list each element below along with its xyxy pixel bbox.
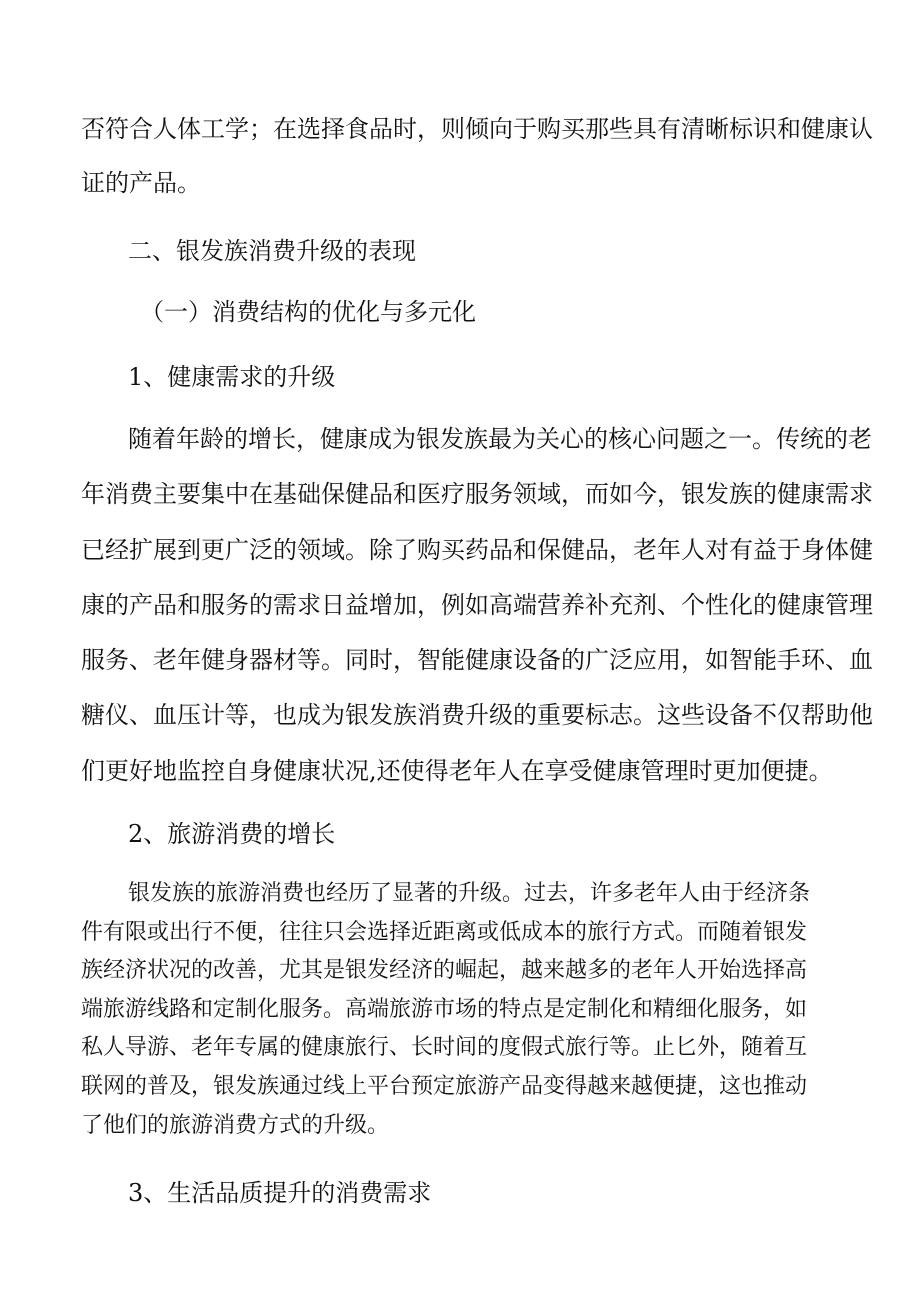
paragraph-line: 康的产品和服务的需求日益增加，例如高端营养补充剂、个性化的健康管理: [81, 591, 873, 619]
section-heading: 二、银发族消费升级的表现: [128, 237, 416, 265]
subsection-heading: （一）消费结构的优化与多元化: [140, 298, 476, 326]
paragraph-line: 证的产品。: [81, 169, 201, 197]
paragraph-line: 了他们的旅游消费方式的升级。: [81, 1113, 390, 1138]
paragraph-line: 银发族的旅游消费也经历了显著的升级。过去，许多老年人由于经济条: [128, 881, 811, 906]
paragraph-line: 联网的普及，银发族通过线上平台预定旅游产品变得越来越便捷，这也推动: [81, 1074, 808, 1099]
paragraph-line: 私人导游、老年专属的健康旅行、长时间的度假式旅行等。止匕外，随着互: [81, 1035, 808, 1060]
paragraph-line: 件有限或出行不便，往往只会选择近距离或低成本的旅行方式。而随着银发: [81, 920, 808, 945]
item-heading-health: 1、健康需求的升级: [128, 363, 336, 391]
paragraph-line: 族经济状况的改善，尤其是银发经济的崛起，越来越多的老年人开始选择高: [81, 958, 808, 983]
item-heading-quality: 3、生活品质提升的消费需求: [128, 1179, 432, 1207]
paragraph-line: 糖仪、血压计等，也成为银发族消费升级的重要标志。这些设备不仅帮助他: [81, 701, 873, 729]
paragraph-line: 否符合人体工学；在选择食品时，则倾向于购买那些具有清晰标识和健康认: [81, 115, 873, 143]
paragraph-line: 年消费主要集中在基础保健品和医疗服务领域，而如今，银发族的健康需求: [81, 480, 873, 508]
paragraph-line: 已经扩展到更广泛的领域。除了购买药品和保健品，老年人对有益于身体健: [81, 536, 873, 564]
paragraph-line: 服务、老年健身器材等。同时，智能健康设备的广泛应用，如智能手环、血: [81, 646, 873, 674]
paragraph-line: 端旅游线路和定制化服务。高端旅游市场的特点是定制化和精细化服务，如: [81, 997, 808, 1022]
paragraph-line: 随着年龄的增长，健康成为银发族最为关心的核心问题之一。传统的老: [128, 425, 872, 453]
item-heading-travel: 2、旅游消费的增长: [128, 820, 336, 848]
paragraph-line: 们更好地监控自身健康状况,还使得老年人在享受健康管理时更加便捷。: [81, 757, 833, 785]
